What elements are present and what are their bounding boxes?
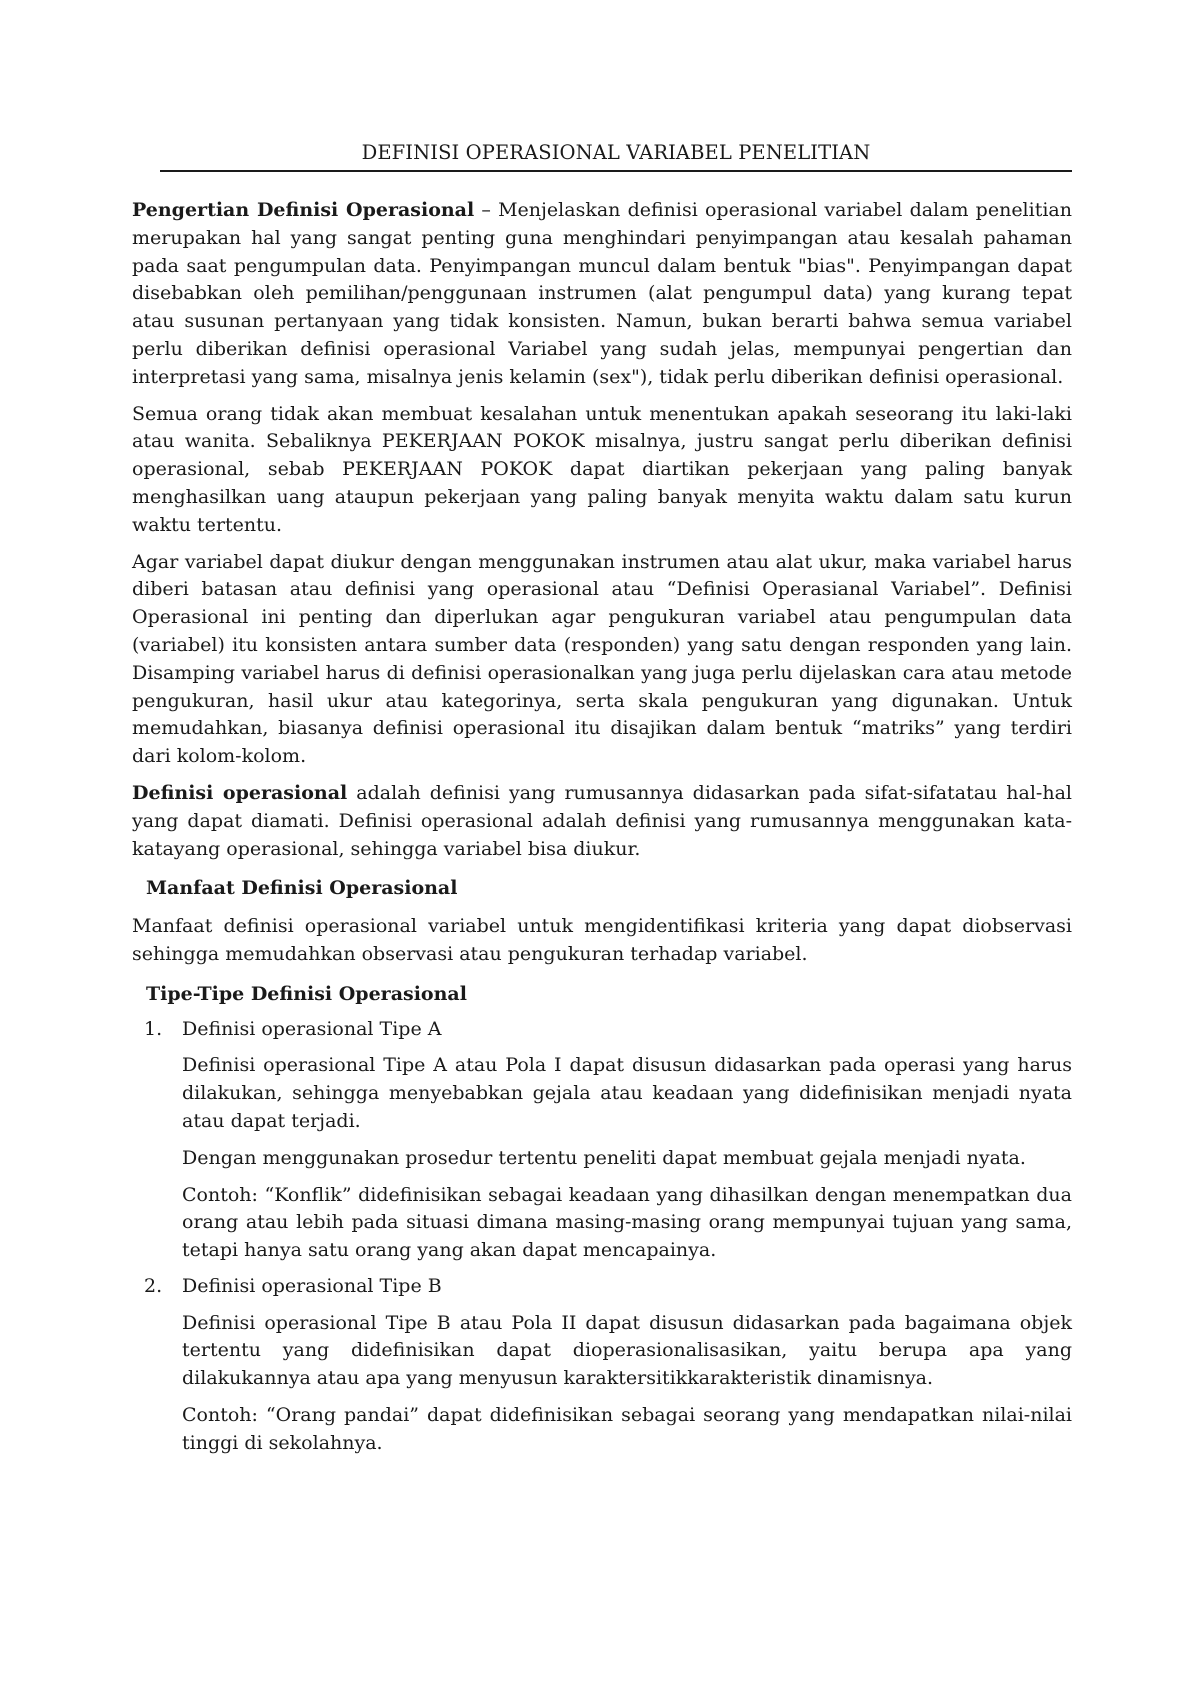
list-item-body <box>182 1310 1072 1458</box>
list-item-paragraph: Contoh: “Orang pandai” dapat didefinisikan sebagai seorang yang mendapatkan nilai-nilai tinggi di sekolahnya. <box>182 1404 1072 1454</box>
definition-paragraph <box>132 780 1072 863</box>
manfaat-paragraph: Manfaat definisi operasional variabel untuk mengidentifikasi kriteria yang dapat diobservasi sehingga memudahkan observasi atau pengukuran terhadap variabel. <box>132 915 1072 965</box>
intro-term: Pengertian Definisi Operasional <box>132 199 475 221</box>
document-page <box>132 140 1072 1458</box>
list-item <box>132 1273 1072 1458</box>
intro-text: – Menjelaskan definisi operasional variabel dalam penelitian merupakan hal yang sangat penting guna menghindari penyimpangan atau kesalah pahaman pada saat pengumpulan data. Penyimpangan muncul dalam bentuk "bias". Penyimpangan dapat disebabkan oleh pemilihan/penggunaan instrumen (alat pengumpul data) yang kurang tepat atau susunan pertanyaan yang tidak konsisten. Namun, bukan berarti bahwa semua variabel perlu diberikan definisi operasional Variabel yang sudah jelas, mempunyai pengertian dan interpretasi yang sama, misalnya jenis kelamin (sex"), tidak perlu diberikan definisi operasional. <box>132 199 1072 388</box>
manfaat-heading: Manfaat Definisi Operasional <box>146 877 458 900</box>
list-item-paragraph: Definisi operasional Tipe B atau Pola II dapat disusun didasarkan pada bagaimana objek tertentu yang didefinisikan dapat dioperasionalisasikan, yaitu berupa apa yang dilakukannya atau apa yang menyusun karaktersitikkarakteristik dinamisnya. <box>182 1311 1072 1390</box>
list-item-paragraph: Contoh: “Konflik” didefinisikan sebagai keadaan yang dihasilkan dengan menempatkan dua orang atau lebih pada situasi dimana masing-masing orang mempunyai tujuan yang sama, tetapi hanya satu orang yang akan dapat mencapainya. <box>182 1183 1072 1262</box>
list-item-title: Definisi operasional Tipe A <box>182 1017 442 1040</box>
list-item-number: 2. <box>144 1274 163 1297</box>
paragraph-instrumen: Agar variabel dapat diukur dengan menggunakan instrumen atau alat ukur, maka variabel harus diberi batasan atau definisi yang operasional atau “Definisi Operasianal Variabel”. Definisi Operasional ini penting dan diperlukan agar pengukuran variabel atau pengumpulan data (variabel) itu konsisten antara sumber data (responden) yang satu dengan responden yang lain. Disamping variabel harus di definisi operasionalkan yang juga perlu dijelaskan cara atau metode pengukuran, hasil ukur atau kategorinya, serta skala pengukuran yang digunakan. Untuk memudahkan, biasanya definisi operasional itu disajikan dalam bentuk “matriks” yang terdiri dari kolom-kolom. <box>132 550 1072 768</box>
tipe-list <box>132 1016 1072 1458</box>
paragraph-pekerjaan-pokok: Semua orang tidak akan membuat kesalahan untuk menentukan apakah seseorang itu laki-laki atau wanita. Sebaliknya PEKERJAAN POKOK misalnya, justru sangat perlu diberikan definisi operasional, sebab PEKERJAAN POKOK dapat diartikan pekerjaan yang paling banyak menghasilkan uang ataupun pekerjaan yang paling banyak menyita waktu dalam satu kurun waktu tertentu. <box>132 402 1072 536</box>
tipe-heading: Tipe-Tipe Definisi Operasional <box>146 982 467 1005</box>
intro-paragraph <box>132 197 1072 392</box>
list-item-body <box>182 1052 1072 1265</box>
list-item-paragraph: Definisi operasional Tipe A atau Pola I dapat disusun didasarkan pada operasi yang harus dilakukan, sehingga menyebabkan gejala atau keadaan yang didefinisikan menjadi nyata atau dapat terjadi. <box>182 1054 1072 1132</box>
definition-term: Definisi operasional <box>132 781 348 804</box>
list-item-title: Definisi operasional Tipe B <box>182 1274 442 1297</box>
definition-text: adalah definisi yang rumusannya didasarkan pada sifat-sifatatau hal-hal yang dapat diamati. Definisi operasional adalah definisi yang rumusannya menggunakan kata-katayang operasional, sehingga variabel bisa diukur. <box>132 781 1072 860</box>
list-item <box>132 1016 1072 1265</box>
document-title: DEFINISI OPERASIONAL VARIABEL PENELITIAN <box>160 140 1072 172</box>
list-item-paragraph: Dengan menggunakan prosedur tertentu peneliti dapat membuat gejala menjadi nyata. <box>182 1146 1026 1169</box>
list-item-number: 1. <box>144 1017 163 1040</box>
